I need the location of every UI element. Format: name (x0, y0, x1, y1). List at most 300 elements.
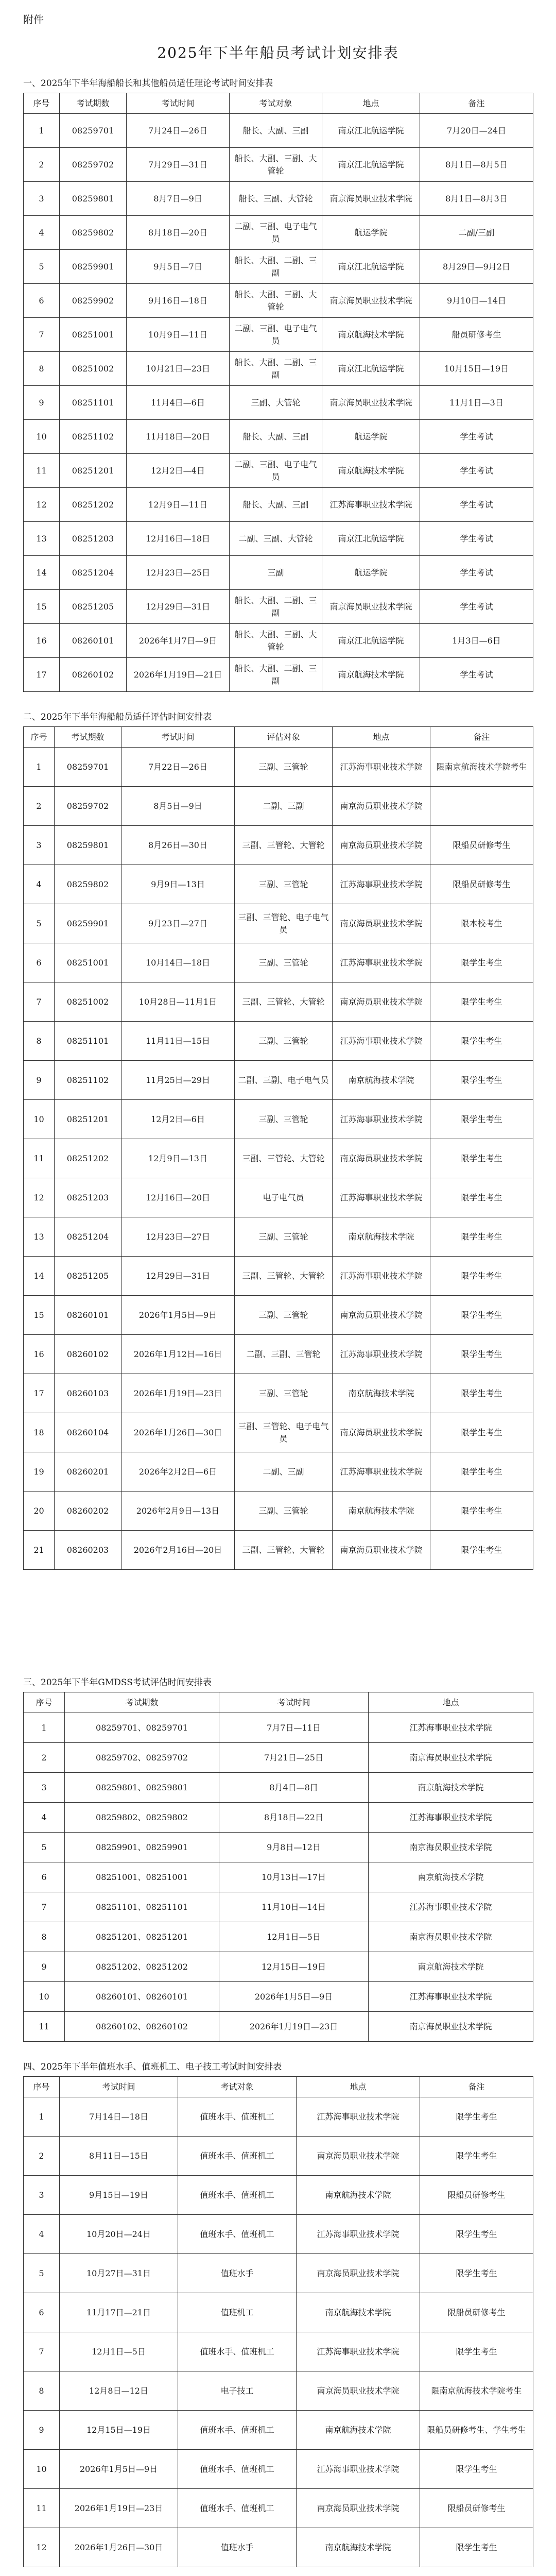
table-cell: 12月23日—25日 (127, 556, 230, 590)
table-row (24, 1492, 533, 1531)
table-cell: 江苏海事职业技术学院 (333, 865, 430, 904)
table-cell: 10 (24, 1100, 55, 1139)
table-cell: 19 (24, 1452, 55, 1492)
table-cell: 7月24日—26日 (127, 114, 230, 148)
table-cell: 值班水手、值班机工 (178, 2137, 297, 2176)
table-cell: 08251101 (60, 386, 127, 420)
table-cell: 限船员研修考生 (420, 2293, 533, 2332)
table-cell: 17 (24, 658, 60, 692)
table-cell: 南京海员职业技术学院 (333, 904, 430, 943)
table-cell: 限船员研修考生 (420, 2176, 533, 2215)
table-row (24, 114, 533, 148)
table-cell: 限学生考生 (430, 1492, 533, 1531)
column-header: 考试期数 (60, 93, 127, 114)
table-cell: 船长、三副、大管轮 (230, 182, 322, 216)
table-cell: 08260201 (55, 1452, 121, 1492)
table-cell: 12月23日—27日 (121, 1217, 235, 1257)
table-cell: 南京海员职业技术学院 (297, 2371, 420, 2411)
table-cell: 08251203 (60, 522, 127, 556)
table-cell: 限学生考生 (430, 1374, 533, 1413)
table-cell: 限学生考生 (430, 1178, 533, 1217)
table-cell: 6 (24, 284, 60, 318)
table-cell: 南京海员职业技术学院 (333, 982, 430, 1022)
table-cell: 南京海员职业技术学院 (333, 1413, 430, 1452)
table-cell: 12月29日—31日 (127, 590, 230, 624)
attachment-label: 附件 (23, 13, 44, 26)
table-cell: 南京江北航运学院 (322, 352, 420, 386)
table-cell: 限学生考生 (420, 2137, 533, 2176)
table-cell: 9月15日—19日 (60, 2176, 178, 2215)
table-cell: 5 (24, 904, 55, 943)
table-cell: 14 (24, 1257, 55, 1296)
table-cell: 8月11日—15日 (60, 2137, 178, 2176)
table-cell: 限学生考生 (420, 2215, 533, 2254)
table-cell: 值班机工 (178, 2293, 297, 2332)
table-row (24, 216, 533, 250)
table-cell: 08251204 (60, 556, 127, 590)
table-cell: 2026年1月12日—16日 (121, 1335, 235, 1374)
table-cell: 1 (24, 1713, 65, 1743)
table-cell: 9月8日—12日 (219, 1833, 369, 1862)
table-cell: 10月13日—17日 (219, 1862, 369, 1892)
table-cell: 7月29日—31日 (127, 148, 230, 182)
table-cell: 2 (24, 1743, 65, 1773)
table-cell: 2026年2月2日—6日 (121, 1452, 235, 1492)
table-cell: 7月22日—26日 (121, 748, 235, 787)
table-cell: 3 (24, 1773, 65, 1803)
table-cell: 限船员研修考生、学生考生 (420, 2411, 533, 2450)
table-cell: 1 (24, 2097, 60, 2137)
table-cell: 南京航海技术学院 (333, 1374, 430, 1413)
table-cell: 江苏海事职业技术学院 (369, 1982, 533, 2012)
table-cell: 限学生考生 (430, 1139, 533, 1178)
table-cell: 限学生考生 (420, 2528, 533, 2567)
table-cell: 11月25日—29日 (121, 1061, 235, 1100)
table-cell: 7月21日—25日 (219, 1743, 369, 1773)
table-cell: 三副、三管轮 (235, 1374, 333, 1413)
table-cell: 08251001 (55, 943, 121, 982)
table-row (24, 488, 533, 522)
table-cell: 16 (24, 624, 60, 658)
table-cell: 限学生考生 (430, 982, 533, 1022)
table-cell: 南京航海技术学院 (369, 1773, 533, 1803)
table-cell: 08251102 (60, 420, 127, 454)
table-cell: 9月9日—13日 (121, 865, 235, 904)
table-cell: 三副、三管轮、大管轮 (235, 826, 333, 865)
column-header: 序号 (24, 93, 60, 114)
table-cell: 江苏海事职业技术学院 (333, 943, 430, 982)
table-cell: 10月27日—31日 (60, 2254, 178, 2293)
table-cell: 限本校考生 (430, 904, 533, 943)
table-row (24, 1773, 533, 1803)
table-row (24, 2097, 533, 2137)
table-row (24, 2254, 533, 2293)
table-cell: 二副/三副 (420, 216, 533, 250)
table-cell: 08260103 (55, 1374, 121, 1413)
table-cell: 船长、大副、三副、大管轮 (230, 148, 322, 182)
table-cell: 20 (24, 1492, 55, 1531)
table-cell: 2 (24, 148, 60, 182)
table-cell: 10月9日—11日 (127, 318, 230, 352)
table-cell: 南京江北航运学院 (322, 522, 420, 556)
table-cell: 学生考试 (420, 454, 533, 488)
table-cell: 8月1日—8月5日 (420, 148, 533, 182)
table-row (24, 658, 533, 692)
table-cell: 南京江北航运学院 (322, 148, 420, 182)
table-cell: 三副、三管轮 (235, 865, 333, 904)
table-cell: 17 (24, 1374, 55, 1413)
table-cell: 学生考试 (420, 522, 533, 556)
table-cell: 南京海员职业技术学院 (297, 2137, 420, 2176)
table-cell: 8月4日—8日 (219, 1773, 369, 1803)
table-row (24, 904, 533, 943)
table-cell: 2026年1月19日—23日 (219, 2012, 369, 2042)
table-cell: 08259802 (60, 216, 127, 250)
table-header-row (24, 727, 533, 748)
section3-table (23, 1692, 533, 2042)
table-cell: 航运学院 (322, 556, 420, 590)
table-cell: 10月21日—23日 (127, 352, 230, 386)
table-cell: 航运学院 (322, 216, 420, 250)
table-cell: 南京航海技术学院 (369, 1952, 533, 1982)
section4-table (23, 2076, 533, 2567)
table-row (24, 1952, 533, 1982)
table-cell: 8 (24, 2371, 60, 2411)
table-cell: 南京海员职业技术学院 (369, 2012, 533, 2042)
table-cell: 值班水手、值班机工 (178, 2176, 297, 2215)
table-cell: 船长、大副、三副、大管轮 (230, 624, 322, 658)
table-cell: 三副、三管轮 (235, 1492, 333, 1531)
table-cell: 三副、三管轮、大管轮 (235, 1531, 333, 1570)
column-header: 考试时间 (60, 2077, 178, 2097)
table-cell: 三副、三管轮 (235, 1296, 333, 1335)
table-cell: 08259702 (60, 148, 127, 182)
table-row (24, 1061, 533, 1100)
table-cell: 08259802、08259802 (65, 1803, 219, 1833)
table-cell: 12月8日—12日 (60, 2371, 178, 2411)
table-cell: 2 (24, 787, 55, 826)
table-row (24, 1833, 533, 1862)
column-header: 地点 (333, 727, 430, 748)
table-cell: 学生考试 (420, 488, 533, 522)
table-cell: 电子电气员 (235, 1178, 333, 1217)
table-row (24, 148, 533, 182)
table-cell: 三副、三管轮、大管轮 (235, 1257, 333, 1296)
table-cell: 08251203 (55, 1178, 121, 1217)
table-cell: 08259702、08259702 (65, 1743, 219, 1773)
table-cell: 9 (24, 1952, 65, 1982)
table-cell: 三副 (230, 556, 322, 590)
table-cell: 三副、大管轮 (230, 386, 322, 420)
table-row (24, 250, 533, 284)
table-cell: 11 (24, 2489, 60, 2528)
table-cell: 三副、三管轮、大管轮 (235, 982, 333, 1022)
table-cell: 11月11日—15日 (121, 1022, 235, 1061)
section3-title: 三、2025年下半年GMDSS考试评估时间安排表 (23, 1677, 212, 1688)
table-cell: 10月20日—24日 (60, 2215, 178, 2254)
table-cell: 8月29日—9月2日 (420, 250, 533, 284)
table-cell: 南京海员职业技术学院 (322, 590, 420, 624)
table-row (24, 748, 533, 787)
table-row (24, 318, 533, 352)
table-cell: 08260203 (55, 1531, 121, 1570)
table-cell: 限学生考生 (430, 1100, 533, 1139)
table-cell: 三副、三管轮、大管轮 (235, 1139, 333, 1178)
table-cell: 08260102 (55, 1335, 121, 1374)
table-cell: 南京海员职业技术学院 (333, 1296, 430, 1335)
table-cell: 9月23日—27日 (121, 904, 235, 943)
table-row (24, 1374, 533, 1413)
table-cell: 三副、三管轮 (235, 1217, 333, 1257)
table-cell: 2026年1月19日—23日 (60, 2489, 178, 2528)
table-cell: 三副、三管轮 (235, 943, 333, 982)
column-header: 序号 (24, 2077, 60, 2097)
table-cell: 船长、大副、二副、三副 (230, 352, 322, 386)
table-cell: 08259802 (55, 865, 121, 904)
section2-title: 二、2025年下半年海船船员适任评估时间安排表 (23, 712, 212, 722)
table-cell: 11月4日—6日 (127, 386, 230, 420)
table-cell: 8 (24, 352, 60, 386)
table-cell: 5 (24, 1833, 65, 1862)
table-cell: 南京江北航运学院 (322, 114, 420, 148)
table-cell: 南京海员职业技术学院 (333, 1531, 430, 1570)
table-cell: 08260102 (60, 658, 127, 692)
table-cell: 9 (24, 386, 60, 420)
table-cell: 4 (24, 2215, 60, 2254)
table-cell: 10 (24, 2450, 60, 2489)
table-row (24, 454, 533, 488)
table-row (24, 943, 533, 982)
table-cell: 限学生考生 (430, 1296, 533, 1335)
table-cell: 江苏海事职业技术学院 (297, 2450, 420, 2489)
table-cell: 限学生考生 (430, 1413, 533, 1452)
table-cell: 学生考试 (420, 420, 533, 454)
table-cell: 8月1日—8月3日 (420, 182, 533, 216)
table-cell: 船长、大副、二副、三副 (230, 590, 322, 624)
table-row (24, 1803, 533, 1833)
table-cell: 南京海员职业技术学院 (369, 1833, 533, 1862)
table-row (24, 826, 533, 865)
table-cell: 江苏海事职业技术学院 (333, 1335, 430, 1374)
table-cell: 船长、大副、三副、大管轮 (230, 284, 322, 318)
table-cell: 2026年1月5日—9日 (219, 1982, 369, 2012)
table-cell: 08251002 (60, 352, 127, 386)
table-header-row (24, 2077, 533, 2097)
table-cell: 南京航海技术学院 (369, 1862, 533, 1892)
table-cell: 限学生考生 (420, 2450, 533, 2489)
table-cell: 限学生考生 (420, 2332, 533, 2371)
table-cell: 限船员研修考生 (430, 826, 533, 865)
table-cell: 3 (24, 2176, 60, 2215)
table-cell: 南京航海技术学院 (297, 2528, 420, 2567)
table-cell: 南京海员职业技术学院 (333, 787, 430, 826)
table-cell: 二副、三副、电子电气员 (230, 454, 322, 488)
table-cell: 08251201 (60, 454, 127, 488)
table-cell: 12月15日—19日 (219, 1952, 369, 1982)
table-cell: 9月16日—18日 (127, 284, 230, 318)
table-row (24, 2176, 533, 2215)
table-cell: 江苏海事职业技术学院 (297, 2332, 420, 2371)
table-cell: 限学生考生 (420, 2097, 533, 2137)
table-cell: 08251202 (55, 1139, 121, 1178)
table-cell: 限学生考生 (430, 943, 533, 982)
table-cell: 10 (24, 1982, 65, 2012)
table-cell: 08260101 (55, 1296, 121, 1335)
table-row (24, 1922, 533, 1952)
table-cell: 12月1日—5日 (60, 2332, 178, 2371)
table-cell: 12月16日—20日 (121, 1178, 235, 1217)
table-cell: 12月29日—31日 (121, 1257, 235, 1296)
table-row (24, 556, 533, 590)
table-cell: 6 (24, 943, 55, 982)
table-cell (430, 787, 533, 826)
table-header-row (24, 93, 533, 114)
table-cell: 08259701 (60, 114, 127, 148)
table-cell: 限学生考生 (430, 1022, 533, 1061)
table-cell: 2026年1月19日—21日 (127, 658, 230, 692)
table-cell: 8月5日—9日 (121, 787, 235, 826)
table-cell: 08260101 (60, 624, 127, 658)
table-cell: 9月10日—14日 (420, 284, 533, 318)
table-row (24, 1743, 533, 1773)
table-row (24, 1413, 533, 1452)
table-cell: 2026年2月9日—13日 (121, 1492, 235, 1531)
table-row (24, 1257, 533, 1296)
table-row (24, 2215, 533, 2254)
table-cell: 南京海员职业技术学院 (369, 1922, 533, 1952)
table-row (24, 2012, 533, 2042)
table-cell: 1 (24, 748, 55, 787)
table-cell: 08251001、08251001 (65, 1862, 219, 1892)
table-cell: 二副、三副、电子电气员 (235, 1061, 333, 1100)
table-cell: 7 (24, 2332, 60, 2371)
table-cell: 12月1日—5日 (219, 1922, 369, 1952)
table-cell: 08259901、08259901 (65, 1833, 219, 1862)
table-row (24, 1178, 533, 1217)
table-cell: 限学生考生 (420, 2254, 533, 2293)
table-cell: 限学生考生 (430, 1452, 533, 1492)
table-cell: 南京航海技术学院 (333, 1217, 430, 1257)
table-cell: 南京航海技术学院 (333, 1492, 430, 1531)
section2-table (23, 726, 533, 1570)
table-cell: 08251205 (60, 590, 127, 624)
column-header: 考试对象 (230, 93, 322, 114)
table-row (24, 2332, 533, 2371)
table-cell: 11月1日—3日 (420, 386, 533, 420)
table-row (24, 182, 533, 216)
table-cell: 7月14日—18日 (60, 2097, 178, 2137)
table-cell: 9 (24, 2411, 60, 2450)
table-cell: 9月5日—7日 (127, 250, 230, 284)
table-cell: 2026年1月7日—9日 (127, 624, 230, 658)
column-header: 地点 (297, 2077, 420, 2097)
table-cell: 10月14日—18日 (121, 943, 235, 982)
table-cell: 江苏海事职业技术学院 (369, 1713, 533, 1743)
column-header: 序号 (24, 727, 55, 748)
table-cell: 学生考试 (420, 556, 533, 590)
table-cell: 6 (24, 1862, 65, 1892)
table-row (24, 2528, 533, 2567)
table-cell: 12 (24, 2528, 60, 2567)
table-cell: 限南京航海技术学院考生 (420, 2371, 533, 2411)
table-cell: 7 (24, 318, 60, 352)
column-header: 评估对象 (235, 727, 333, 748)
column-header: 地点 (369, 1692, 533, 1713)
table-row (24, 522, 533, 556)
table-cell: 11 (24, 1139, 55, 1178)
table-row (24, 2137, 533, 2176)
table-cell: 值班水手、值班机工 (178, 2215, 297, 2254)
table-cell: 三副、三管轮 (235, 1022, 333, 1061)
table-cell: 2026年1月26日—30日 (121, 1413, 235, 1452)
table-cell: 值班水手、值班机工 (178, 2450, 297, 2489)
table-cell: 08259901 (60, 250, 127, 284)
table-cell: 08259801、08259801 (65, 1773, 219, 1803)
table-cell: 2026年1月19日—23日 (121, 1374, 235, 1413)
table-cell: 12 (24, 488, 60, 522)
table-row (24, 1892, 533, 1922)
column-header: 考试时间 (121, 727, 235, 748)
table-cell: 三副、三管轮、电子电气员 (235, 1413, 333, 1452)
table-cell: 三副、三管轮 (235, 748, 333, 787)
table-cell: 11 (24, 454, 60, 488)
table-cell: 12月2日—4日 (127, 454, 230, 488)
table-cell: 南京海员职业技术学院 (322, 386, 420, 420)
table-cell: 2026年1月5日—9日 (121, 1296, 235, 1335)
table-cell: 江苏海事职业技术学院 (297, 2097, 420, 2137)
table-cell: 江苏海事职业技术学院 (333, 1257, 430, 1296)
table-cell: 江苏海事职业技术学院 (369, 1892, 533, 1922)
column-header: 考试时间 (219, 1692, 369, 1713)
table-cell: 8月26日—30日 (121, 826, 235, 865)
table-cell: 3 (24, 182, 60, 216)
table-cell: 船长、大副、三副 (230, 114, 322, 148)
table-cell: 08260104 (55, 1413, 121, 1452)
table-row (24, 284, 533, 318)
column-header: 备注 (420, 2077, 533, 2097)
table-cell: 南京航海技术学院 (333, 1061, 430, 1100)
table-cell: 南京航海技术学院 (322, 658, 420, 692)
table-cell: 二副、三副、电子电气员 (230, 318, 322, 352)
table-cell: 限学生考生 (430, 1257, 533, 1296)
table-cell: 2026年2月16日—20日 (121, 1531, 235, 1570)
table-cell: 8 (24, 1022, 55, 1061)
table-cell: 5 (24, 2254, 60, 2293)
table-cell: 江苏海事职业技术学院 (333, 1022, 430, 1061)
table-cell: 08259901 (55, 904, 121, 943)
column-header: 考试期数 (55, 727, 121, 748)
table-cell: 08251101、08251101 (65, 1892, 219, 1922)
document-title: 2025年下半年船员考试计划安排表 (157, 44, 399, 61)
table-cell: 限学生考生 (430, 1061, 533, 1100)
table-cell: 2 (24, 2137, 60, 2176)
table-cell: 船长、大副、三副 (230, 420, 322, 454)
table-row (24, 1335, 533, 1374)
table-cell: 08260102、08260102 (65, 2012, 219, 2042)
table-cell: 10月28日—11月1日 (121, 982, 235, 1022)
column-header: 序号 (24, 1692, 65, 1713)
table-cell: 值班水手、值班机工 (178, 2489, 297, 2528)
table-row (24, 1100, 533, 1139)
table-cell: 4 (24, 865, 55, 904)
table-cell: 7 (24, 982, 55, 1022)
table-cell: 南京江北航运学院 (322, 250, 420, 284)
table-row (24, 352, 533, 386)
column-header: 备注 (420, 93, 533, 114)
table-row (24, 2371, 533, 2411)
column-header: 考试对象 (178, 2077, 297, 2097)
table-cell: 12月15日—19日 (60, 2411, 178, 2450)
